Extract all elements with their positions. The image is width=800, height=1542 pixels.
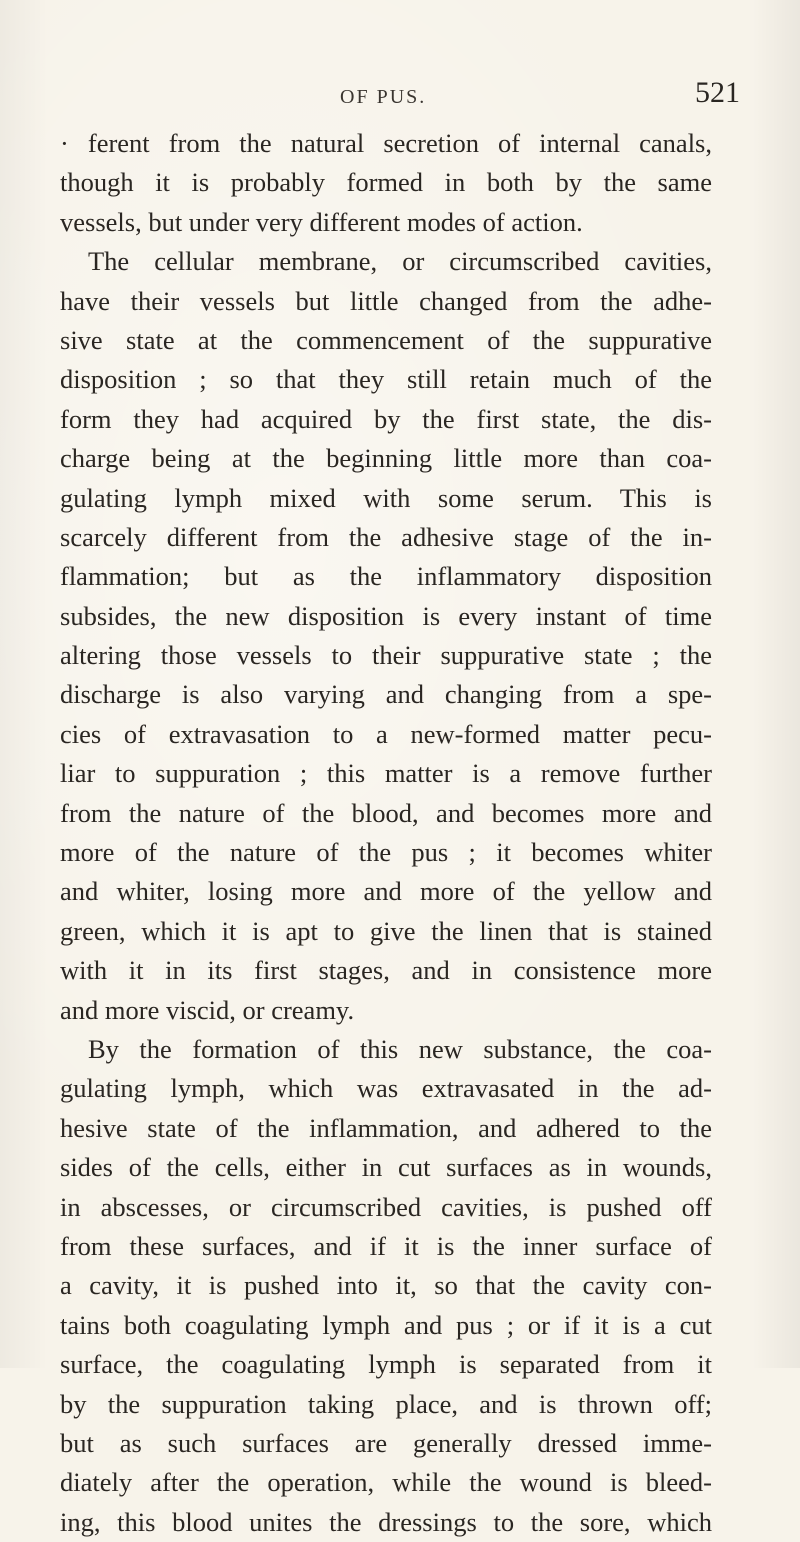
text-line: scarcely different from the adhesive stage of the in- xyxy=(60,521,712,552)
text-line: liar to suppuration ; this matter is a remove further xyxy=(60,758,712,789)
text-line: altering those vessels to their suppurative state ; the xyxy=(60,640,712,671)
text-line: green, which it is apt to give the linen that is stained xyxy=(60,915,712,946)
text-line: with it in its first stages, and in consistence more xyxy=(60,955,712,986)
text-line: but as such surfaces are generally dressed imme- xyxy=(60,1427,712,1458)
text-line: have their vessels but little changed from the adhe- xyxy=(60,285,712,316)
text-line: flammation; but as the inflammatory disposition xyxy=(60,561,712,592)
page-number: 521 xyxy=(695,76,740,109)
text-line: a cavity, it is pushed into it, so that the cavity con- xyxy=(60,1270,712,1301)
text-line: from these surfaces, and if it is the inner surface of xyxy=(60,1230,712,1261)
running-head: OF PUS. xyxy=(340,86,427,108)
text-line: discharge is also varying and changing from a spe- xyxy=(60,679,712,710)
text-line: and more viscid, or creamy. xyxy=(60,994,355,1025)
text-line: form they had acquired by the first state, the dis- xyxy=(60,403,712,434)
text-line: though it is probably formed in both by the same xyxy=(60,167,712,198)
text-line: cies of extravasation to a new-formed matter pecu- xyxy=(60,718,712,749)
text-line: The cellular membrane, or circumscribed cavities, xyxy=(88,246,712,277)
text-line: subsides, the new disposition is every instant of time xyxy=(60,600,712,631)
text-line: vessels, but under very different modes of action. xyxy=(60,206,583,237)
text-line: tains both coagulating lymph and pus ; or if it is a cut xyxy=(60,1309,712,1340)
text-line: sive state at the commencement of the suppurative xyxy=(60,324,712,355)
text-line: surface, the coagulating lymph is separated from it xyxy=(60,1349,712,1380)
page-header xyxy=(0,74,800,114)
text-line: in abscesses, or circumscribed cavities, is pushed off xyxy=(60,1191,712,1222)
text-line: from the nature of the blood, and becomes more and xyxy=(60,797,712,828)
body-text xyxy=(60,124,712,1542)
text-line: gulating lymph mixed with some serum. This is xyxy=(60,482,712,513)
text-line: gulating lymph, which was extravasated in the ad- xyxy=(60,1073,712,1104)
text-line: By the formation of this new substance, the coa- xyxy=(88,1033,712,1064)
text-line: diately after the operation, while the wound is bleed- xyxy=(60,1467,712,1498)
text-line: disposition ; so that they still retain much of the xyxy=(60,364,712,395)
text-line: by the suppuration taking place, and is thrown off; xyxy=(60,1388,712,1419)
text-line: more of the nature of the pus ; it becomes whiter xyxy=(60,837,712,868)
text-line: · ferent from the natural secretion of internal canals, xyxy=(60,128,712,158)
text-line: sides of the cells, either in cut surfaces as in wounds, xyxy=(60,1152,712,1183)
text-line: charge being at the beginning little more than coa- xyxy=(60,443,712,474)
text-line: hesive state of the inflammation, and adhered to the xyxy=(60,1112,712,1143)
text-line: and whiter, losing more and more of the yellow and xyxy=(60,876,712,907)
text-line: ing, this blood unites the dressings to the sore, which xyxy=(60,1506,712,1537)
